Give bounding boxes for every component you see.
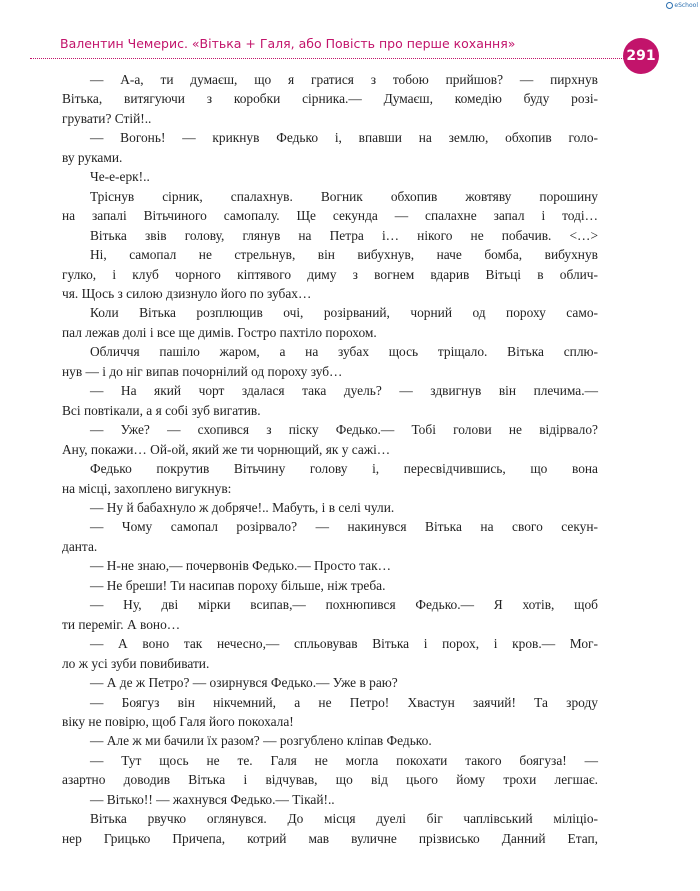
text-line: Вітька рвучко оглянувся. До місця дуелі біг чаплівський міліціо- (90, 811, 598, 827)
watermark-text: eSchool (674, 2, 698, 9)
text-line: чя. Щось з силою дзизнуло його по зубах… (62, 285, 312, 301)
text-line: данта. (62, 538, 98, 554)
story-text (62, 70, 598, 848)
text-line: пал лежав долі і все ще димів. Гостро пахтіло порохом. (62, 324, 377, 340)
watermark-logo (666, 2, 698, 9)
text-line: віку не повірю, щоб Галя його покохала! (62, 713, 294, 729)
text-line: — Ну, дві мірки всипав,— похнюпився Федько.— Я хотів, щоб (90, 597, 598, 613)
text-line: Вітька звів голову, глянув на Петра і… нікого не побачив. <…> (90, 227, 598, 243)
text-line: — Ну й бабахнуло ж добряче!.. Мабуть, і в селі чули. (90, 499, 395, 515)
text-line: Че-е-ерк!.. (90, 169, 150, 185)
text-line: Вітька, витягуючи з коробки сірника.— Думаєш, комедію буду розі- (62, 91, 598, 107)
text-line: Федько покрутив Вітьчину голову і, пересвідчившись, що вона (90, 461, 598, 477)
text-line: Ні, самопал не стрельнув, він вибухнув, наче бомба, вибухнув (90, 247, 598, 263)
text-line: — Уже? — схопився з піску Федько.— Тобі голови не відірвало? (90, 422, 598, 438)
header-divider (30, 58, 626, 59)
text-line: — Але ж ми бачили їх разом? — розгублено кліпав Федько. (90, 733, 432, 749)
text-line: — А де ж Петро? — озирнувся Федько.— Уже в раю? (90, 675, 398, 691)
text-line: нер Грицько Причепа, котрий мав вуличне прізвисько Данний Етап, (62, 830, 598, 846)
text-line: грувати? Стій!.. (62, 110, 152, 126)
text-line: Коли Вітька розплющив очі, розірваний, чорний од пороху само- (90, 305, 598, 321)
running-header: Валентин Чемерис. «Вітька + Галя, або Повість про перше кохання» (60, 36, 516, 51)
text-line: — Тут щось не те. Галя не могла покохати такого боягуза! — (90, 752, 598, 768)
text-line: — Вогонь! — крикнув Федько і, впавши на землю, обхопив голо- (90, 130, 598, 146)
text-line: — А-а, ти думаєш, що я гратися з тобою прийшов? — пирхнув (90, 72, 598, 87)
text-line: Всі повтікали, а я собі зуб вигатив. (62, 402, 261, 418)
text-line: — Вітько!! — жахнувся Федько.— Тікай!.. (90, 791, 335, 807)
text-line: — Не бреши! Ти насипав пороху більше, ніж треба. (90, 577, 386, 593)
text-line: Ану, покажи… Ой-ой, який же ти чорнющий, як у сажі… (62, 441, 391, 457)
text-line: гулко, і клуб чорного кіптявого диму з вогнем вдарив Вітьці в облич- (62, 266, 598, 282)
text-line: ву руками. (62, 149, 123, 165)
text-line: — Боягуз він нікчемний, а не Петро! Хвастун заячий! Та зроду (90, 694, 598, 710)
text-line: — А воно так нечесно,— спльовував Вітька і порох, і кров.— Мог- (90, 636, 598, 652)
text-line: нув — і до ніг випав почорнілий од пороху зуб… (62, 363, 343, 379)
text-line: ти переміг. А воно… (62, 616, 181, 632)
text-line: Тріснув сірник, спалахнув. Вогник обхопив жовтяву порошину (90, 188, 598, 204)
text-line: Обличчя пашіло жаром, а на зубах щось тріщало. Вітька сплю- (90, 344, 598, 360)
text-line: ло ж усі зуби повибивати. (62, 655, 210, 671)
text-line: — Н-не знаю,— почервонів Федько.— Просто так… (90, 558, 391, 574)
text-line: на запалі Вітьчиного самопалу. Ще секунда — спалахне запал і тоді… (62, 208, 598, 224)
text-line: — Чому самопал розірвало? — накинувся Вітька на свого секун- (90, 519, 598, 535)
text-line: — На який чорт здалася така дуель? — здвигнув він плечима.— (90, 383, 598, 399)
logo-circle-icon (666, 2, 673, 9)
text-line: на місці, захоплено вигукнув: (62, 480, 232, 496)
page-number-badge: 291 (623, 38, 659, 74)
text-line: азартно доводив Вітька і відчував, що від цього йому трохи легшає. (62, 772, 598, 788)
